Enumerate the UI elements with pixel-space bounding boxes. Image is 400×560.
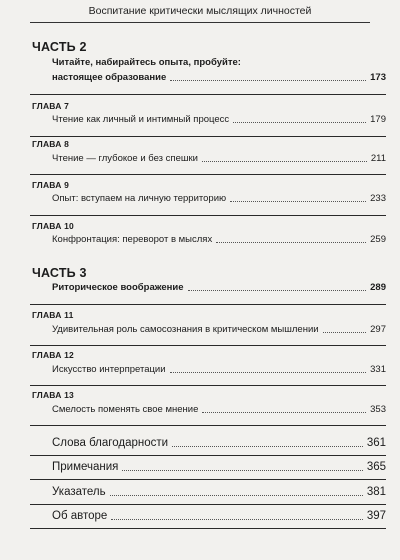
chapter-8-label: ГЛАВА 8 bbox=[32, 139, 70, 149]
divider bbox=[30, 345, 386, 346]
toc-entry-chapter-12 bbox=[52, 364, 386, 375]
dot-leader bbox=[188, 290, 367, 291]
chapter-9-label: ГЛАВА 9 bbox=[32, 180, 70, 190]
toc-entry-chapter-11 bbox=[52, 324, 386, 335]
chapter-10-label: ГЛАВА 10 bbox=[32, 221, 74, 231]
entry-page: 381 bbox=[366, 486, 386, 498]
running-header: Воспитание критически мыслящих личностей bbox=[30, 0, 370, 23]
chapter-11-label: ГЛАВА 11 bbox=[32, 310, 74, 320]
divider bbox=[30, 136, 386, 137]
entry-page: 331 bbox=[370, 364, 386, 375]
entry-title: Смелость поменять свое мнение bbox=[52, 404, 199, 415]
entry-page: 173 bbox=[370, 72, 386, 83]
divider bbox=[30, 174, 386, 175]
entry-page: 397 bbox=[366, 510, 386, 522]
part-2-heading: ЧАСТЬ 2 bbox=[32, 40, 87, 54]
entry-page: 259 bbox=[370, 234, 386, 245]
divider bbox=[30, 504, 386, 505]
entry-title: Искусство интерпретации bbox=[52, 364, 166, 375]
entry-title: Слова благодарности bbox=[52, 437, 169, 449]
chapter-7-label: ГЛАВА 7 bbox=[32, 101, 70, 111]
entry-page: 211 bbox=[370, 153, 386, 164]
entry-title: Чтение как личный и интимный процесс bbox=[52, 114, 230, 125]
divider bbox=[30, 455, 386, 456]
dot-leader bbox=[202, 412, 366, 413]
entry-title: Удивительная роль самосознания в критическом мышлении bbox=[52, 324, 319, 335]
dot-leader bbox=[110, 495, 363, 496]
entry-page: 353 bbox=[370, 404, 386, 415]
entry-page: 289 bbox=[370, 282, 386, 293]
dot-leader bbox=[170, 80, 366, 81]
dot-leader bbox=[202, 161, 367, 162]
dot-leader bbox=[170, 372, 367, 373]
divider bbox=[30, 479, 386, 480]
toc-entry-index bbox=[52, 486, 386, 498]
entry-page: 233 bbox=[370, 193, 386, 204]
divider bbox=[30, 304, 386, 305]
divider bbox=[30, 385, 386, 386]
toc-entry-part2-intro bbox=[52, 72, 386, 83]
entry-title: Опыт: вступаем на личную территорию bbox=[52, 193, 227, 204]
divider bbox=[30, 425, 386, 426]
entry-title: Указатель bbox=[52, 486, 106, 498]
entry-page: 365 bbox=[366, 461, 386, 473]
part-2-intro-line1: Читайте, набирайтесь опыта, пробуйте: bbox=[52, 57, 241, 68]
dot-leader bbox=[172, 446, 363, 447]
entry-title: Чтение — глубокое и без спешки bbox=[52, 153, 198, 164]
entry-title: Риторическое воображение bbox=[52, 282, 184, 293]
toc-entry-about-author bbox=[52, 510, 386, 522]
chapter-13-label: ГЛАВА 13 bbox=[32, 390, 74, 400]
entry-title: настоящее образование bbox=[52, 72, 167, 83]
entry-page: 297 bbox=[370, 324, 386, 335]
dot-leader bbox=[216, 242, 366, 243]
part-3-heading: ЧАСТЬ 3 bbox=[32, 266, 87, 280]
entry-title: Примечания bbox=[52, 461, 119, 473]
dot-leader bbox=[233, 122, 366, 123]
toc-entry-chapter-8 bbox=[52, 153, 386, 164]
entry-page: 361 bbox=[366, 437, 386, 449]
toc-entry-part3-intro bbox=[52, 282, 386, 293]
entry-title: Об авторе bbox=[52, 510, 108, 522]
toc-entry-chapter-7 bbox=[52, 114, 386, 125]
toc-entry-chapter-13 bbox=[52, 404, 386, 415]
divider bbox=[30, 528, 386, 529]
dot-leader bbox=[323, 332, 367, 333]
entry-title: Конфронтация: переворот в мыслях bbox=[52, 234, 213, 245]
chapter-12-label: ГЛАВА 12 bbox=[32, 350, 74, 360]
divider bbox=[30, 94, 386, 95]
dot-leader bbox=[111, 519, 363, 520]
toc-entry-notes bbox=[52, 461, 386, 473]
dot-leader bbox=[122, 470, 362, 471]
toc-entry-acknowledgements bbox=[52, 437, 386, 449]
toc-entry-chapter-9 bbox=[52, 193, 386, 204]
divider bbox=[30, 215, 386, 216]
entry-page: 179 bbox=[370, 114, 386, 125]
toc-entry-chapter-10 bbox=[52, 234, 386, 245]
dot-leader bbox=[230, 201, 366, 202]
